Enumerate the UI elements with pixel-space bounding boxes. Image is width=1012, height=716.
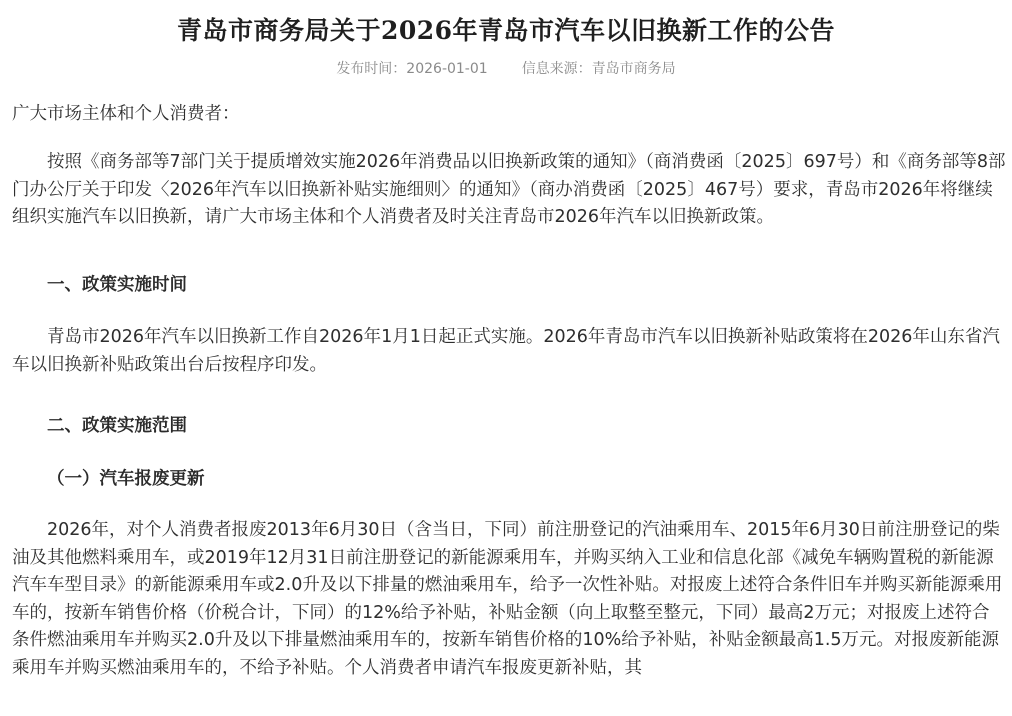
scrap-update-paragraph: 2026年，对个人消费者报废2013年6月30日（含当日，下同）前注册登记的汽油乘用车、2015年6月30日前注册登记的柴油及其他燃料乘用车，或2019年12月31日前注册登记的新能源乘用车，并购买纳入工业和信息化部《减免车辆购置税的新能源汽车车型目录》的新能源乘用车或2.0升及以下排量的燃油乘用车，给予一次性补贴。对报废上述符合条件旧车并购买新能源乘用车的，按新车销售价格（价税合计，下同）的12%给予补贴，补贴金额（向上取整至整元，下同）最高2万元；对报废上述符合条件燃油乘用车并购买2.0升及以下排量燃油乘用车的，按新车销售价格的10%给予补贴，补贴金额最高1.5万元。对报废新能源乘用车并购买燃油乘用车的，不给予补贴。个人消费者申请汽车报废更新补贴，其	[12, 520, 1003, 678]
intro-paragraph: 按照《商务部等7部门关于提质增效实施2026年消费品以旧换新政策的通知》（商消费函〔2025〕697号）和《商务部等8部门办公厅关于印发〈2026年汽车以旧换新补贴实施细则〉的通知》（商办消费函〔2025〕467号）要求，青岛市2026年将继续组织实施汽车以旧换新，请广大市场主体和个人消费者及时关注青岛市2026年汽车以旧换新政策。	[12, 152, 1006, 227]
section-heading-scope: 二、政策实施范围	[47, 416, 187, 436]
subsection-heading-scrap-update: （一）汽车报废更新	[47, 469, 205, 489]
salutation: 广大市场主体和个人消费者：	[12, 104, 240, 124]
publish-time: 发布时间：2026-01-01	[336, 61, 488, 77]
info-source: 信息来源：青岛市商务局	[521, 61, 676, 77]
article-meta	[0, 58, 1012, 80]
section-heading-time: 一、政策实施时间	[47, 275, 187, 295]
time-paragraph: 青岛市2026年汽车以旧换新工作自2026年1月1日起正式实施。2026年青岛市汽车以旧换新补贴政策将在2026年山东省汽车以旧换新补贴政策出台后按程序印发。	[12, 327, 1000, 375]
page-title: 青岛市商务局关于2026年青岛市汽车以旧换新工作的公告	[176, 16, 836, 45]
